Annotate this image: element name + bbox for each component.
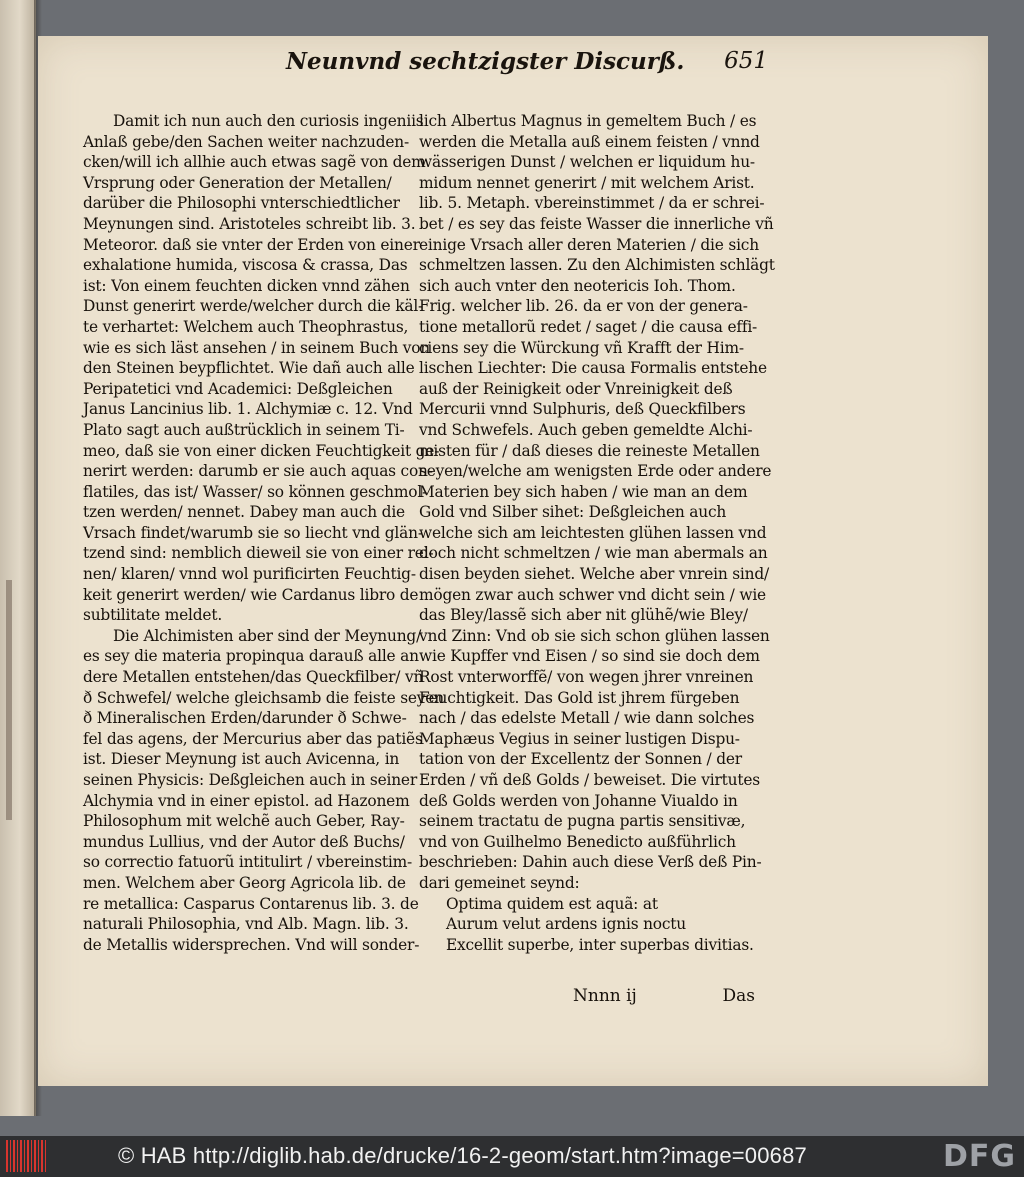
text-line: men. Welchem aber Georg Agricola lib. de — [83, 873, 406, 892]
text-line: misten für / daß dieses die reineste Metallen — [419, 441, 760, 460]
text-line: so correctio fatuorũ intitulirt / vbereinstim- — [83, 853, 412, 872]
text-line: Feuchtigkeit. Das Gold ist jhrem fürgeben — [419, 688, 740, 707]
text-line: dere Metallen entstehen/das Queckfilber/ vñ — [83, 668, 424, 687]
text-line: Meteoror. daß sie vnter der Erden von einer — [83, 235, 420, 254]
page-header — [248, 44, 768, 74]
text-line: Damit ich nun auch den curiosis ingeniis — [113, 112, 424, 130]
running-title: Neunvnd sechtzigster Discurß. — [286, 48, 685, 75]
text-line: seyen/welche am wenigsten Erde oder andere — [419, 462, 772, 481]
text-line: de Metallis widersprechen. Vnd will sonder- — [83, 935, 420, 954]
catchword: Das — [722, 986, 755, 1006]
catchline — [565, 984, 755, 1008]
page-edge-stripe — [6, 580, 12, 820]
text-line: nerirt werden: darumb er sie auch aquas con- — [83, 462, 433, 481]
text-line: einige Vrsach aller deren Materien / die sich — [419, 235, 759, 254]
text-line: keit generirt werden/ wie Cardanus libro de — [83, 585, 419, 604]
text-line: Vrsprung oder Generation der Metallen/ — [83, 173, 392, 192]
text-line: tione metallorũ redet / saget / die causa effi- — [419, 317, 758, 336]
text-line: dari gemeinet seynd: — [419, 873, 580, 892]
source-credit[interactable]: © HAB http://diglib.hab.de/drucke/16-2-geom/start.htm?image=00687 — [118, 1143, 807, 1168]
text-line: mundus Lullius, vnd der Autor deß Buchs/ — [83, 832, 405, 851]
text-line: auß der Reinigkeit oder Vnreinigkeit deß — [419, 379, 733, 398]
text-line: re metallica: Casparus Contarenus lib. 3. de — [83, 894, 419, 913]
signature-mark: Nnnn ij — [573, 986, 637, 1006]
text-line: Dunst generirt werde/welcher durch die käl- — [83, 297, 424, 316]
left-page-edge — [0, 0, 36, 1116]
text-line: Meynungen sind. Aristoteles schreibt lib. 3. — [83, 214, 416, 233]
text-line: ist: Von einem feuchten dicken vnnd zähen — [83, 276, 410, 295]
text-line: es sey die materia propinqua darauß alle an — [83, 647, 419, 666]
verse-line: Optima quidem est aquã: at — [446, 894, 658, 913]
text-line: ð Schwefel/ welche gleichsamb die feiste seyen — [83, 688, 444, 707]
text-line: vnd von Guilhelmo Benedicto außführlich — [419, 832, 736, 851]
dfg-logo: DFG — [942, 1139, 1016, 1174]
text-line: Rost vnterworffẽ/ von wegen jhrer vnreinen — [419, 668, 754, 687]
text-line: Erden / vñ deß Golds / beweiset. Die virtutes — [419, 771, 760, 789]
text-line: tzend sind: nemblich dieweil sie von einer rei- — [83, 544, 434, 563]
text-line: ist. Dieser Meynung ist auch Avicenna, in — [83, 750, 400, 769]
text-line: schmeltzen lassen. Zu den Alchimisten schlägt — [419, 256, 775, 275]
text-line: sich auch vnter den neotericis Ioh. Thom. — [419, 276, 736, 295]
text-line: Peripatetici vnd Academici: Deßgleichen — [83, 379, 393, 398]
text-line: Philosophum mit welchẽ auch Geber, Ray- — [83, 812, 405, 831]
text-line: ð Mineralischen Erden/darunder ð Schwe- — [83, 709, 407, 728]
text-line: nach / das edelste Metall / wie dann solches — [419, 709, 755, 728]
text-line: ciens sey die Würckung vñ Krafft der Him- — [419, 338, 744, 357]
text-line: bet / es sey das feiste Wasser die innerliche vñ — [419, 214, 774, 233]
text-line: cken/will ich allhie auch etwas sagẽ von dem — [83, 153, 426, 172]
text-line: vnd Zinn: Vnd ob sie sich schon glühen lassen — [419, 626, 770, 645]
text-line: Die Alchimisten aber sind der Meynung/ — [113, 626, 422, 645]
text-line: lich Albertus Magnus in gemeltem Buch / es — [419, 112, 757, 130]
text-line: das Bley/lassẽ sich aber nit glühẽ/wie Bley/ — [419, 606, 748, 625]
right-text-column — [419, 111, 775, 955]
text-line: mögen zwar auch schwer vnd dicht sein / wie — [419, 585, 766, 604]
text-line: flatiles, das ist/ Wasser/ so können geschmol- — [83, 482, 428, 501]
text-line: Anlaß gebe/den Sachen weiter nachzuden- — [83, 132, 409, 151]
text-line: te verhartet: Welchem auch Theophrastus, — [83, 317, 409, 336]
verse-line: Aurum velut ardens ignis noctu — [446, 915, 686, 934]
text-line: Mercurii vnnd Sulphuris, deß Queckfilbers — [419, 400, 746, 419]
text-line: nen/ klaren/ vnnd wol purificirten Feuchtig- — [83, 565, 416, 584]
text-line: meo, daß sie von einer dicken Feuchtigkeit ge- — [83, 441, 440, 460]
text-line: naturali Philosophia, vnd Alb. Magn. lib. 3. — [83, 915, 409, 934]
text-line: Frig. welcher lib. 26. da er von der genera- — [419, 297, 748, 316]
left-text-column — [83, 111, 444, 955]
text-line: vnd Schwefels. Auch geben gemeldte Alchi- — [419, 420, 753, 439]
verse-line: Excellit superbe, inter superbas divitias. — [446, 935, 754, 954]
text-line: subtilitate meldet. — [83, 606, 223, 625]
text-line: wie es sich läst ansehen / in seinem Buch von — [83, 338, 430, 357]
page-number: 651 — [724, 48, 768, 74]
text-line: welche sich am leichtesten glühen lassen vnd — [419, 523, 767, 542]
text-line: doch nicht schmeltzen / wie man abermals an — [419, 544, 768, 563]
text-line: wässerigen Dunst / welchen er liquidum hu- — [419, 153, 755, 172]
text-line: seinem tractatu de pugna partis sensitivæ, — [419, 812, 746, 831]
text-line: werden die Metalla auß einem feisten / vnnd — [419, 132, 760, 151]
text-line: Vrsach findet/warumb sie so liecht vnd glän- — [83, 523, 423, 542]
text-line: Janus Lancinius lib. 1. Alchymiæ c. 12. Vnd — [83, 400, 413, 419]
text-line: darüber die Philosophi vnterschiedtlicher — [83, 194, 400, 213]
text-line: exhalatione humida, viscosa & crassa, Das — [83, 256, 408, 275]
text-line: Maphæus Vegius in seiner lustigen Dispu- — [419, 729, 740, 748]
text-line: tzen werden/ nennet. Dabey man auch die — [83, 503, 405, 522]
text-line: den Steinen beypflichtet. Wie dañ auch alle — [83, 359, 415, 378]
text-line: fel das agens, der Mercurius aber das patiẽs — [83, 729, 423, 748]
text-line: Alchymia vnd in einer epistol. ad Hazonem — [83, 791, 410, 810]
viewer-footer — [0, 1136, 1024, 1177]
text-line: lischen Liechter: Die causa Formalis entstehe — [419, 359, 767, 378]
text-line: disen beyden siehet. Welche aber vnrein sind/ — [419, 565, 770, 584]
text-line: beschrieben: Dahin auch diese Verß deß Pin- — [419, 853, 762, 872]
text-line: Materien bey sich haben / wie man an dem — [419, 482, 748, 501]
text-line: Plato sagt auch außtrücklich in seinem Ti- — [83, 420, 405, 439]
text-line: seinen Physicis: Deßgleichen auch in seiner — [83, 771, 417, 789]
text-line: deß Golds werden von Johanne Viualdo in — [419, 791, 738, 810]
text-line: lib. 5. Metaph. vbereinstimmet / da er schrei- — [419, 194, 765, 213]
text-line: midum nennet generirt / mit welchem Arist. — [419, 173, 755, 192]
text-line: tation von der Excellentz der Sonnen / der — [419, 750, 742, 769]
text-line: wie Kupffer vnd Eisen / so sind sie doch dem — [419, 647, 760, 666]
text-line: Gold vnd Silber sihet: Deßgleichen auch — [419, 503, 727, 522]
library-barcode-icon — [6, 1140, 48, 1172]
